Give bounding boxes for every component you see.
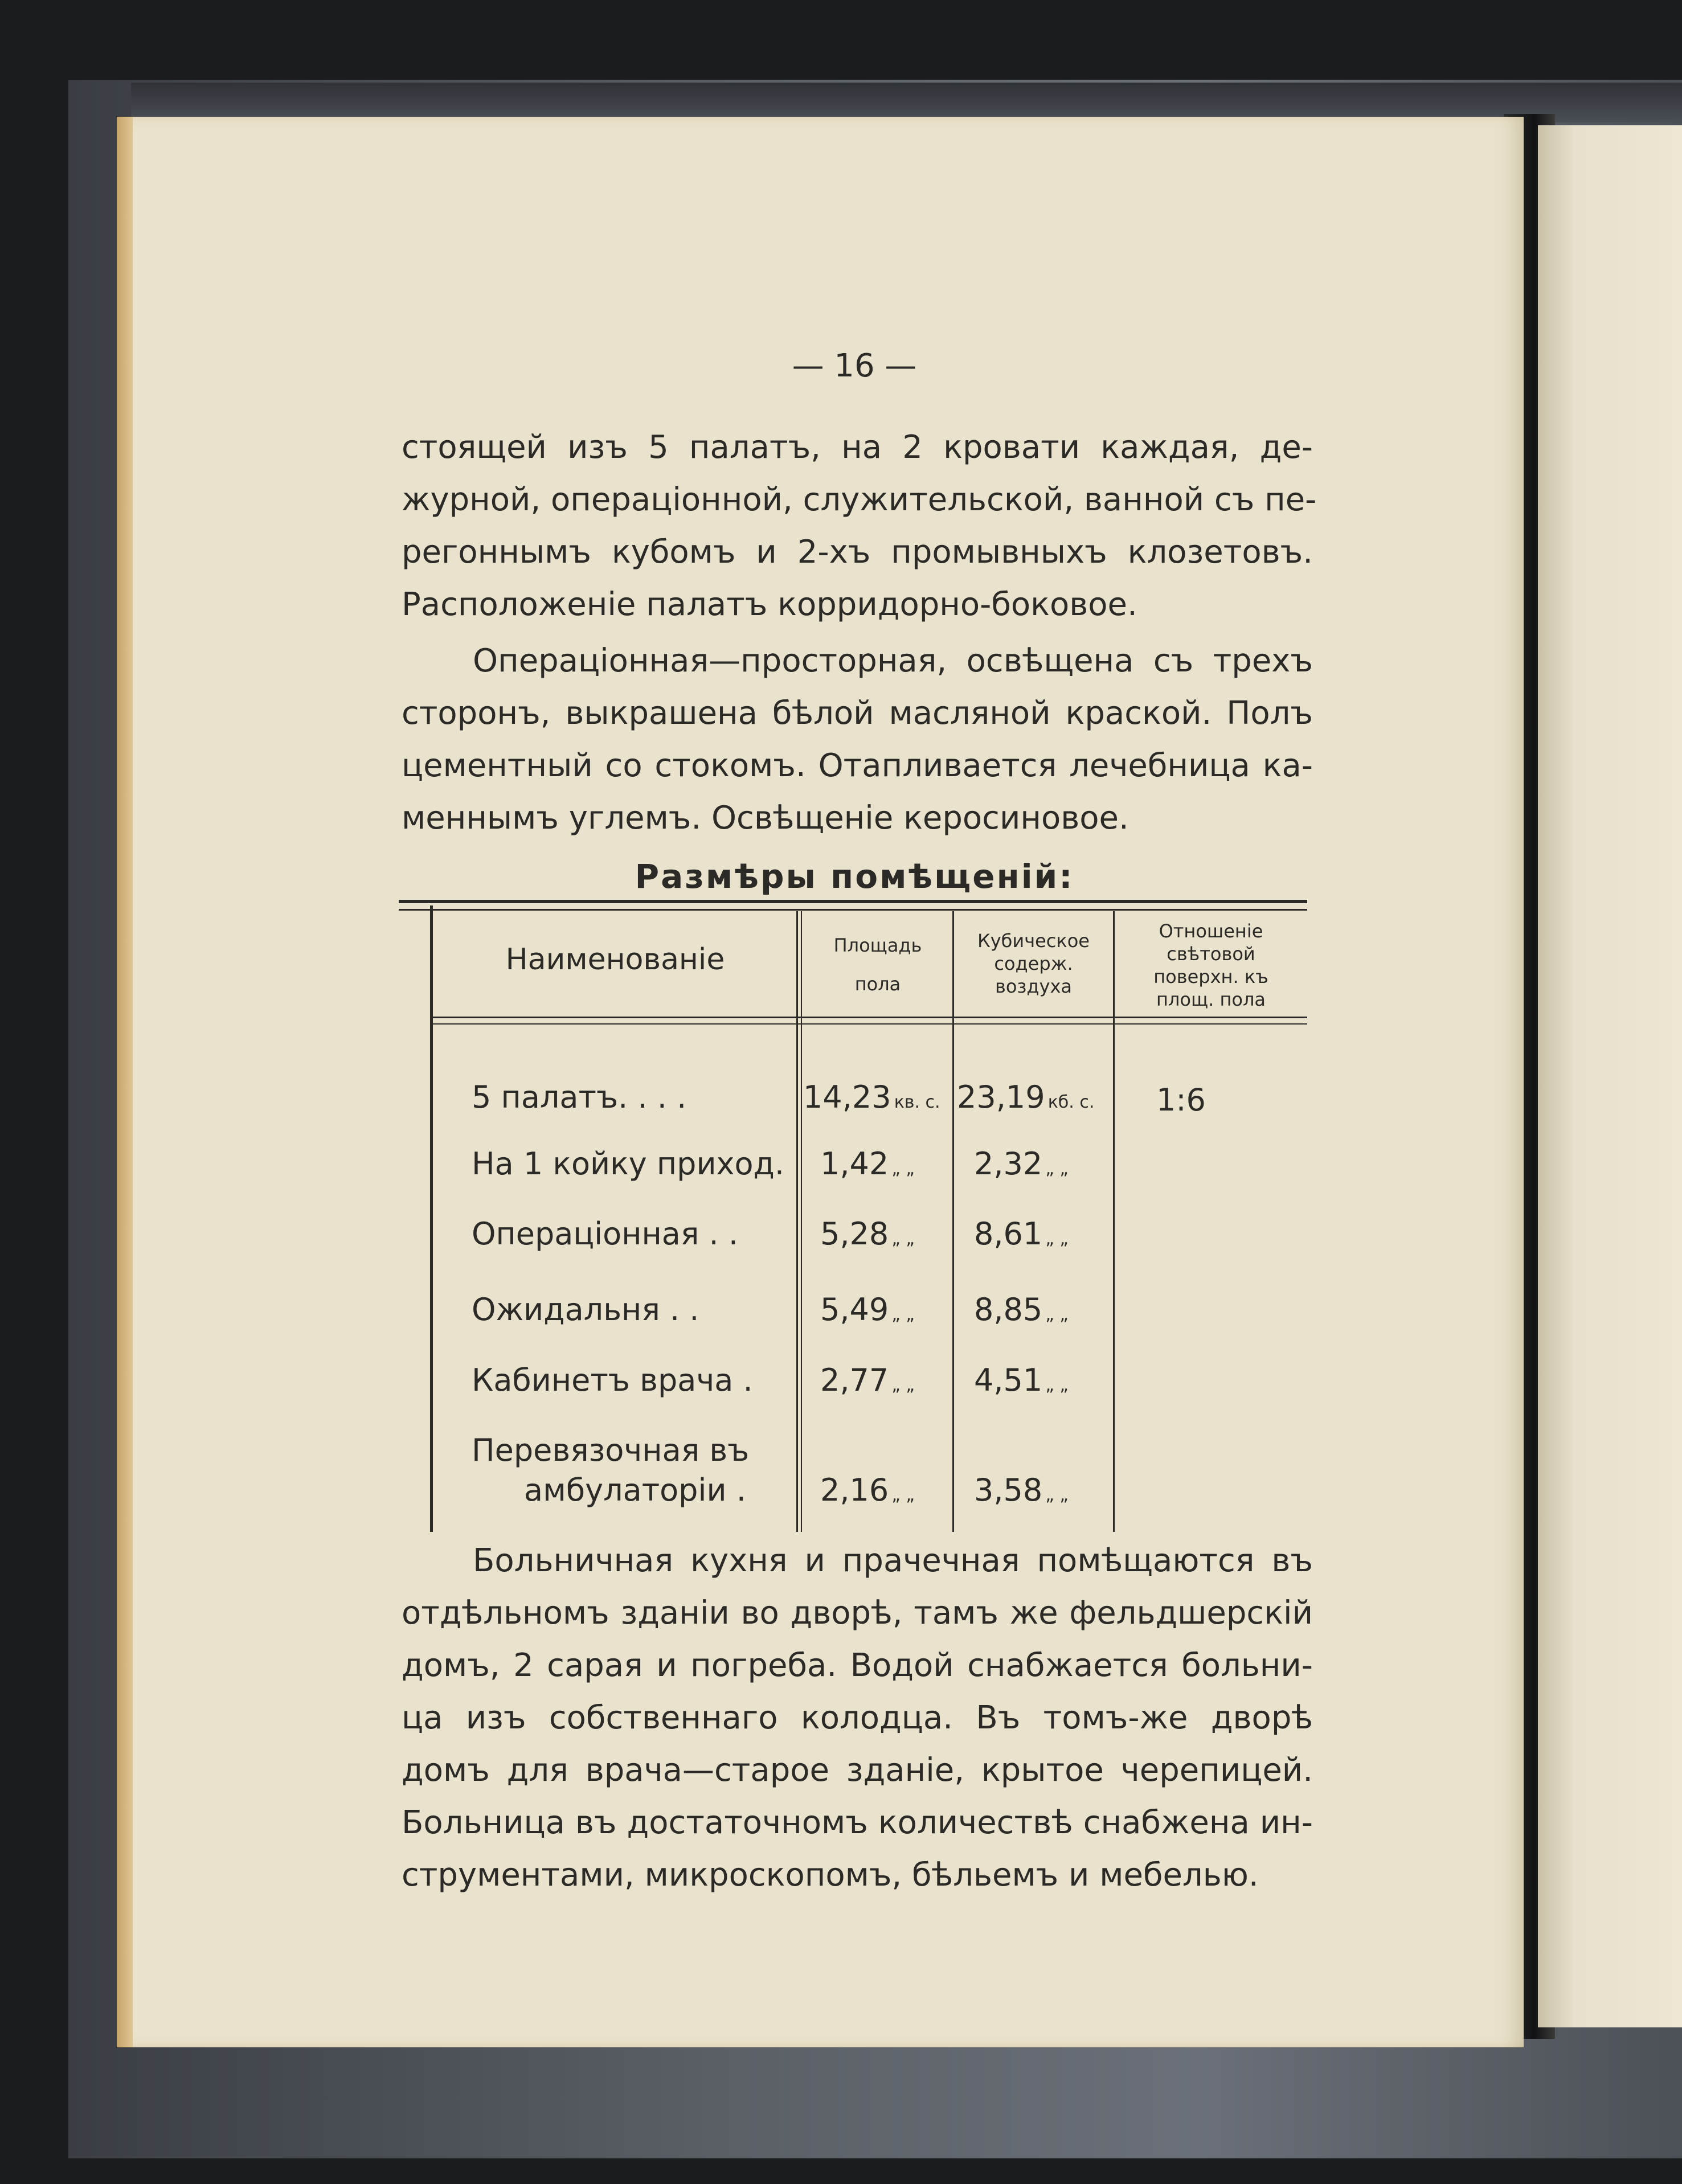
header-line: площ. пола bbox=[1156, 989, 1266, 1010]
text-line: струментами, микроскопомъ, бѣльемъ и мебелью. bbox=[402, 1857, 1259, 1894]
col-rule bbox=[952, 911, 954, 1532]
volume-value: 4,51 bbox=[974, 1362, 1043, 1398]
text-line: цементный со стокомъ. Отапливается лечебница ка- bbox=[402, 747, 1313, 784]
area-unit: „ „ bbox=[891, 1229, 915, 1249]
text-line: Больничная кухня и прачечная помѣщаются въ bbox=[473, 1542, 1313, 1579]
volume-value: 2,32 bbox=[974, 1146, 1043, 1182]
area-value: 2,16 bbox=[820, 1472, 889, 1508]
volume-value: 8,61 bbox=[974, 1216, 1043, 1252]
header-line: Площадь bbox=[833, 935, 922, 956]
area-value: 2,77 bbox=[820, 1362, 889, 1398]
area-unit: „ „ bbox=[891, 1375, 915, 1395]
row-name-continued: амбулаторіи . bbox=[524, 1472, 746, 1508]
text-line: стоящей изъ 5 палатъ, на 2 кровати каждая, де- bbox=[402, 429, 1313, 466]
page-number: — 16 — bbox=[792, 347, 917, 384]
header-name: Наименованіе bbox=[505, 943, 725, 977]
paragraph-2 bbox=[402, 635, 1313, 845]
header-rule-thin bbox=[433, 1023, 1307, 1025]
row-volume bbox=[974, 1292, 1069, 1327]
row-name: На 1 койку приход. bbox=[472, 1146, 785, 1182]
facing-page bbox=[1538, 125, 1682, 2027]
header-rule bbox=[433, 1017, 1307, 1018]
row-area bbox=[820, 1472, 915, 1508]
area-unit: „ „ bbox=[891, 1159, 915, 1179]
row-volume bbox=[974, 1216, 1069, 1252]
volume-value: 23,19 bbox=[957, 1079, 1045, 1115]
table-title: Размѣры помѣщеній: bbox=[635, 857, 1074, 896]
row-volume bbox=[974, 1362, 1069, 1398]
area-unit: „ „ bbox=[891, 1485, 915, 1505]
header-line: поверхн. къ bbox=[1153, 966, 1268, 987]
row-volume bbox=[957, 1079, 1094, 1115]
row-area bbox=[820, 1362, 915, 1398]
volume-value: 3,58 bbox=[974, 1472, 1043, 1508]
page-edge bbox=[117, 117, 133, 2047]
header-line: содерж. bbox=[994, 953, 1073, 974]
header-line: Кубическое bbox=[977, 930, 1090, 952]
row-name: Операціонная . . bbox=[472, 1216, 739, 1252]
table-left-rule bbox=[430, 905, 433, 1532]
area-value: 5,49 bbox=[820, 1292, 889, 1327]
area-unit: „ „ bbox=[891, 1305, 915, 1325]
header-line: воздуха bbox=[995, 976, 1073, 997]
text-line: отдѣльномъ зданіи во дворѣ, тамъ же фельдшерскій bbox=[402, 1595, 1313, 1632]
header-line: пола bbox=[854, 973, 901, 995]
row-name: 5 палатъ. . . . bbox=[472, 1079, 687, 1115]
text-line: меннымъ углемъ. Освѣщеніе керосиновое. bbox=[402, 800, 1129, 837]
col-rule bbox=[796, 911, 798, 1532]
header-volume bbox=[954, 929, 1113, 998]
text-line: ца изъ собственнаго колодца. Въ томъ-же дворѣ bbox=[402, 1699, 1313, 1736]
area-value: 1,42 bbox=[820, 1146, 889, 1182]
volume-unit: „ „ bbox=[1045, 1375, 1069, 1395]
text-line: сторонъ, выкрашена бѣлой масляной краской. Полъ bbox=[402, 695, 1313, 732]
area-unit: кв. с. bbox=[894, 1092, 940, 1112]
text-line: домъ для врача—старое зданіе, крытое черепицей. bbox=[402, 1752, 1313, 1789]
header-line: Отношеніе bbox=[1159, 920, 1263, 942]
row-area bbox=[820, 1216, 915, 1252]
row-name: Кабинетъ врача . bbox=[472, 1362, 753, 1398]
row-area bbox=[820, 1292, 915, 1327]
row-area bbox=[803, 1079, 940, 1115]
volume-value: 8,85 bbox=[974, 1292, 1043, 1327]
area-value: 5,28 bbox=[820, 1216, 889, 1252]
text-line: Больница въ достаточномъ количествѣ снабжена ин- bbox=[402, 1804, 1313, 1841]
volume-unit: „ „ bbox=[1045, 1229, 1069, 1249]
volume-unit: кб. с. bbox=[1047, 1092, 1095, 1112]
row-name: Ожидальня . . bbox=[472, 1292, 699, 1327]
table-top-rule bbox=[399, 900, 1307, 903]
header-area bbox=[803, 934, 952, 995]
row-volume bbox=[974, 1472, 1069, 1508]
header-line: свѣтовой bbox=[1167, 943, 1255, 965]
text-line: домъ, 2 сарая и погреба. Водой снабжается больни- bbox=[402, 1647, 1313, 1684]
row-volume bbox=[974, 1146, 1069, 1182]
volume-unit: „ „ bbox=[1045, 1159, 1069, 1179]
table-top-rule-thin bbox=[399, 909, 1307, 911]
paragraph-3 bbox=[402, 1535, 1313, 1902]
col-rule bbox=[801, 911, 802, 1532]
volume-unit: „ „ bbox=[1045, 1305, 1069, 1325]
ratio-value: 1:6 bbox=[1156, 1082, 1206, 1118]
paragraph-1 bbox=[402, 421, 1317, 631]
header-ratio bbox=[1115, 920, 1307, 1011]
text-line: журной, операціонной, служительской, ванной съ пе- bbox=[402, 481, 1317, 518]
text-line: Операціонная—просторная, освѣщена съ трехъ bbox=[473, 642, 1313, 679]
row-name: Перевязочная въ bbox=[472, 1432, 750, 1468]
row-area bbox=[820, 1146, 915, 1182]
volume-unit: „ „ bbox=[1045, 1485, 1069, 1505]
area-value: 14,23 bbox=[803, 1079, 891, 1115]
text-line: Расположеніе палатъ корридорно-боковое. bbox=[402, 586, 1137, 623]
text-line: регоннымъ кубомъ и 2-хъ промывныхъ клозетовъ. bbox=[402, 534, 1313, 571]
